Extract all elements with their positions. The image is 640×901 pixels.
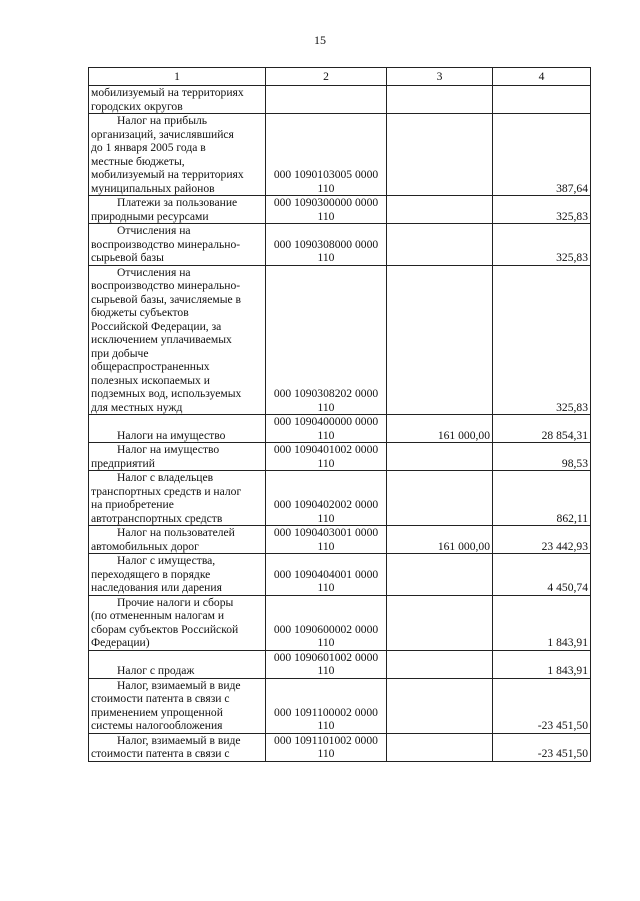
row-name-line — [91, 279, 263, 293]
row-name-line — [91, 360, 263, 374]
row-name-line — [91, 224, 263, 238]
row-name-line — [91, 320, 263, 334]
row-name-text: стоимости патента в связи с — [91, 747, 230, 760]
row-code-line: 110 — [317, 664, 335, 677]
row-name-cell — [89, 471, 266, 526]
table-row — [89, 650, 591, 678]
row-col3-value — [387, 595, 493, 650]
row-col4-value: 1 843,91 — [493, 650, 591, 678]
row-name-cell — [89, 595, 266, 650]
row-name-line — [91, 471, 263, 485]
row-name-line — [91, 596, 263, 610]
row-name-line — [91, 540, 263, 554]
row-code-cell — [266, 595, 387, 650]
row-code-line: 000 1091100002 0000 — [274, 705, 378, 719]
table-header-row — [89, 68, 591, 86]
row-code-line: 110 — [317, 428, 335, 442]
row-name-text: автомобильных дорог — [91, 539, 199, 553]
row-col4-value: 325,83 — [493, 265, 591, 415]
row-name-line — [91, 568, 263, 582]
row-code-line: 000 1091101002 0000 — [274, 733, 378, 747]
row-col3-value — [387, 733, 493, 761]
row-name-text: воспроизводство минерально- — [91, 237, 241, 251]
row-name-text: до 1 января 2005 года в — [91, 141, 206, 154]
row-name-cell — [89, 678, 266, 733]
row-name-line — [91, 100, 263, 114]
row-name-text: Налог с имущества, — [117, 554, 216, 567]
row-name-line — [91, 347, 263, 361]
row-col3-value — [387, 265, 493, 415]
row-col3-value — [387, 471, 493, 526]
row-code-cell — [266, 114, 387, 196]
row-code-cell — [266, 265, 387, 415]
row-col3-value — [387, 224, 493, 266]
row-name-line — [91, 554, 263, 568]
row-name-text: мобилизуемый на территориях — [91, 168, 244, 181]
row-name-text: стоимости патента в связи с — [91, 692, 230, 705]
table-row — [89, 114, 591, 196]
row-name-text: Налог с владельцев — [117, 471, 214, 484]
row-name-line — [91, 526, 263, 540]
row-col3-value — [387, 114, 493, 196]
row-name-text: на приобретение — [91, 498, 174, 511]
row-col4-value: 862,11 — [493, 471, 591, 526]
row-col4-value: -23 451,50 — [493, 678, 591, 733]
row-name-line — [91, 114, 263, 128]
row-name-cell — [89, 114, 266, 196]
row-name-text: местные бюджеты, — [91, 154, 185, 168]
row-name-text: Налог, взимаемый в виде — [117, 733, 241, 747]
row-name-line — [91, 581, 263, 595]
row-code-line: 110 — [317, 636, 335, 649]
column-header-3: 3 — [387, 68, 493, 86]
row-name-text: муниципальных районов — [91, 181, 215, 195]
row-code-cell — [266, 678, 387, 733]
row-name-line — [91, 387, 263, 401]
row-col4-value: 325,83 — [493, 196, 591, 224]
row-name-line — [91, 86, 263, 100]
row-col4-value: 387,64 — [493, 114, 591, 196]
row-name-text: городских округов — [91, 99, 183, 113]
row-col3-value — [387, 554, 493, 596]
row-name-text: организаций, зачислявшийся — [91, 127, 234, 141]
row-code-line: 000 1090400000 0000 — [273, 415, 379, 428]
row-name-text: общераспространенных — [91, 360, 210, 373]
row-col3-value: 161 000,00 — [387, 526, 493, 554]
row-code-line: 000 1090403001 0000 — [273, 526, 379, 539]
row-name-line — [91, 128, 263, 142]
row-name-text: переходящего в порядке — [91, 567, 211, 581]
row-name-text: бюджеты субъектов — [91, 306, 189, 319]
row-code-line: 110 — [317, 747, 335, 760]
row-name-line — [91, 512, 263, 526]
row-name-text: сборам субъектов Российской — [91, 622, 239, 636]
row-name-text: Налог на прибыль — [117, 114, 208, 127]
row-name-cell — [89, 415, 266, 443]
row-code-cell — [266, 526, 387, 554]
row-name-line — [91, 155, 263, 169]
row-name-line — [91, 609, 263, 623]
row-name-line — [91, 306, 263, 320]
row-name-line — [91, 401, 263, 415]
row-code-line: 110 — [317, 181, 335, 195]
table-row — [89, 196, 591, 224]
row-code-line: 000 1090404001 0000 — [273, 567, 379, 581]
row-name-cell — [89, 224, 266, 266]
row-code-line: 000 1090601002 0000 — [273, 650, 379, 664]
row-name-text: Отчисления на — [117, 224, 191, 237]
row-col4-value: 28 854,31 — [493, 415, 591, 443]
row-name-line — [91, 333, 263, 347]
row-code-line: 000 1090300000 0000 — [273, 196, 379, 209]
row-name-line — [91, 266, 263, 280]
row-col3-value — [387, 196, 493, 224]
row-name-text: (по отмененным налогам и — [91, 609, 225, 622]
row-code-cell — [266, 733, 387, 761]
row-col3-value — [387, 443, 493, 471]
row-col4-value: 4 450,74 — [493, 554, 591, 596]
row-col3-value: 161 000,00 — [387, 415, 493, 443]
row-name-text: системы налогообложения — [91, 719, 223, 732]
row-name-text: Налог на пользователей — [117, 526, 235, 539]
row-name-line — [91, 664, 263, 678]
row-name-line — [91, 734, 263, 748]
row-code-line: 000 1090308000 0000 — [273, 237, 379, 251]
row-col4-value: 23 442,93 — [493, 526, 591, 554]
row-code-cell — [266, 471, 387, 526]
row-code-line: 110 — [317, 400, 335, 414]
row-name-text: предприятий — [91, 456, 155, 470]
row-name-text: природными ресурсами — [91, 209, 209, 223]
row-name-line — [91, 719, 263, 733]
row-name-line — [91, 636, 263, 650]
row-col3-value — [387, 678, 493, 733]
row-code-line: 000 1090600002 0000 — [273, 622, 379, 636]
row-code-cell — [266, 415, 387, 443]
row-name-line — [91, 706, 263, 720]
row-name-text: подземных вод, используемых — [91, 387, 242, 400]
row-name-text: при добыче — [91, 346, 149, 360]
row-col4-value: 325,83 — [493, 224, 591, 266]
row-name-text: Налог с продаж — [117, 664, 195, 677]
row-name-line — [91, 141, 263, 155]
row-col3-value — [387, 86, 493, 114]
row-name-text: Федерации) — [91, 636, 150, 649]
row-code-line: 000 1090402002 0000 — [273, 498, 379, 511]
row-name-text: Российской Федерации, за — [91, 319, 222, 333]
table-row — [89, 678, 591, 733]
row-code-line: 110 — [317, 456, 335, 470]
row-name-line — [91, 457, 263, 471]
table-row — [89, 443, 591, 471]
row-name-cell — [89, 554, 266, 596]
row-name-cell — [89, 526, 266, 554]
row-name-text: сырьевой базы, зачисляемые в — [91, 292, 242, 306]
row-code-line: 000 1090401002 0000 — [273, 443, 379, 456]
table-row — [89, 471, 591, 526]
row-code-line: 110 — [317, 251, 335, 264]
table-row — [89, 733, 591, 761]
row-code-cell — [266, 650, 387, 678]
row-name-text: Налог, взимаемый в виде — [117, 678, 241, 692]
row-name-text: автотранспортных средств — [91, 511, 223, 525]
row-name-text: сырьевой базы — [91, 251, 164, 264]
row-name-cell — [89, 265, 266, 415]
row-name-line — [91, 443, 263, 457]
row-col4-value: -23 451,50 — [493, 733, 591, 761]
row-name-text: Платежи за пользование — [117, 196, 238, 209]
row-code-line: 000 1090103005 0000 — [273, 168, 379, 181]
column-header-4: 4 — [493, 68, 591, 86]
row-code-line: 000 1090308202 0000 — [273, 387, 379, 400]
row-code-cell — [266, 224, 387, 266]
row-name-text: воспроизводство минерально- — [91, 279, 241, 292]
table-row — [89, 595, 591, 650]
row-code-cell — [266, 554, 387, 596]
row-name-text: для местных нужд — [91, 400, 183, 414]
row-name-text: мобилизуемый на территориях — [91, 86, 244, 99]
table-row — [89, 265, 591, 415]
table-row — [89, 526, 591, 554]
row-name-line — [91, 168, 263, 182]
row-code-line: 110 — [317, 539, 335, 553]
row-name-line — [91, 747, 263, 761]
row-name-text: полезных ископаемых и — [91, 373, 210, 387]
row-name-cell — [89, 196, 266, 224]
row-name-line — [91, 238, 263, 252]
row-name-cell — [89, 443, 266, 471]
row-name-text: Отчисления на — [117, 265, 191, 279]
row-name-line — [91, 251, 263, 265]
row-name-line — [91, 679, 263, 693]
row-name-text: Налоги на имущество — [117, 428, 226, 442]
column-header-2: 2 — [266, 68, 387, 86]
row-code-line: 110 — [317, 511, 335, 525]
row-name-line — [91, 485, 263, 499]
row-name-line — [91, 498, 263, 512]
table-row — [89, 224, 591, 266]
row-code-line: 110 — [317, 719, 335, 732]
row-name-line — [91, 182, 263, 196]
row-name-cell — [89, 733, 266, 761]
row-code-line: 110 — [317, 209, 335, 223]
row-code-cell — [266, 443, 387, 471]
row-code-cell — [266, 196, 387, 224]
table-row — [89, 554, 591, 596]
row-col4-value: 98,53 — [493, 443, 591, 471]
row-name-text: транспортных средств и налог — [91, 484, 242, 498]
row-col4-value: 1 843,91 — [493, 595, 591, 650]
row-name-line — [91, 623, 263, 637]
row-name-text: Прочие налоги и сборы — [117, 595, 234, 609]
row-name-text: Налог на имущество — [117, 443, 220, 456]
row-name-line — [91, 210, 263, 224]
budget-table — [88, 67, 591, 762]
page-number: 15 — [314, 33, 326, 47]
table-row — [89, 415, 591, 443]
row-name-text: применением упрощенной — [91, 705, 223, 719]
row-name-text: исключением уплачиваемых — [91, 333, 232, 346]
column-header-1: 1 — [89, 68, 266, 86]
row-name-line — [91, 293, 263, 307]
row-name-line — [91, 196, 263, 210]
row-name-line — [91, 429, 263, 443]
row-col4-value — [493, 86, 591, 114]
table-row — [89, 86, 591, 114]
row-name-cell — [89, 86, 266, 114]
row-code-line: 110 — [317, 581, 335, 594]
row-col3-value — [387, 650, 493, 678]
budget-table-body — [89, 68, 591, 762]
row-name-cell — [89, 650, 266, 678]
row-name-line — [91, 374, 263, 388]
row-name-text: наследования или дарения — [91, 581, 222, 594]
row-name-line — [91, 692, 263, 706]
row-code-cell — [266, 86, 387, 114]
